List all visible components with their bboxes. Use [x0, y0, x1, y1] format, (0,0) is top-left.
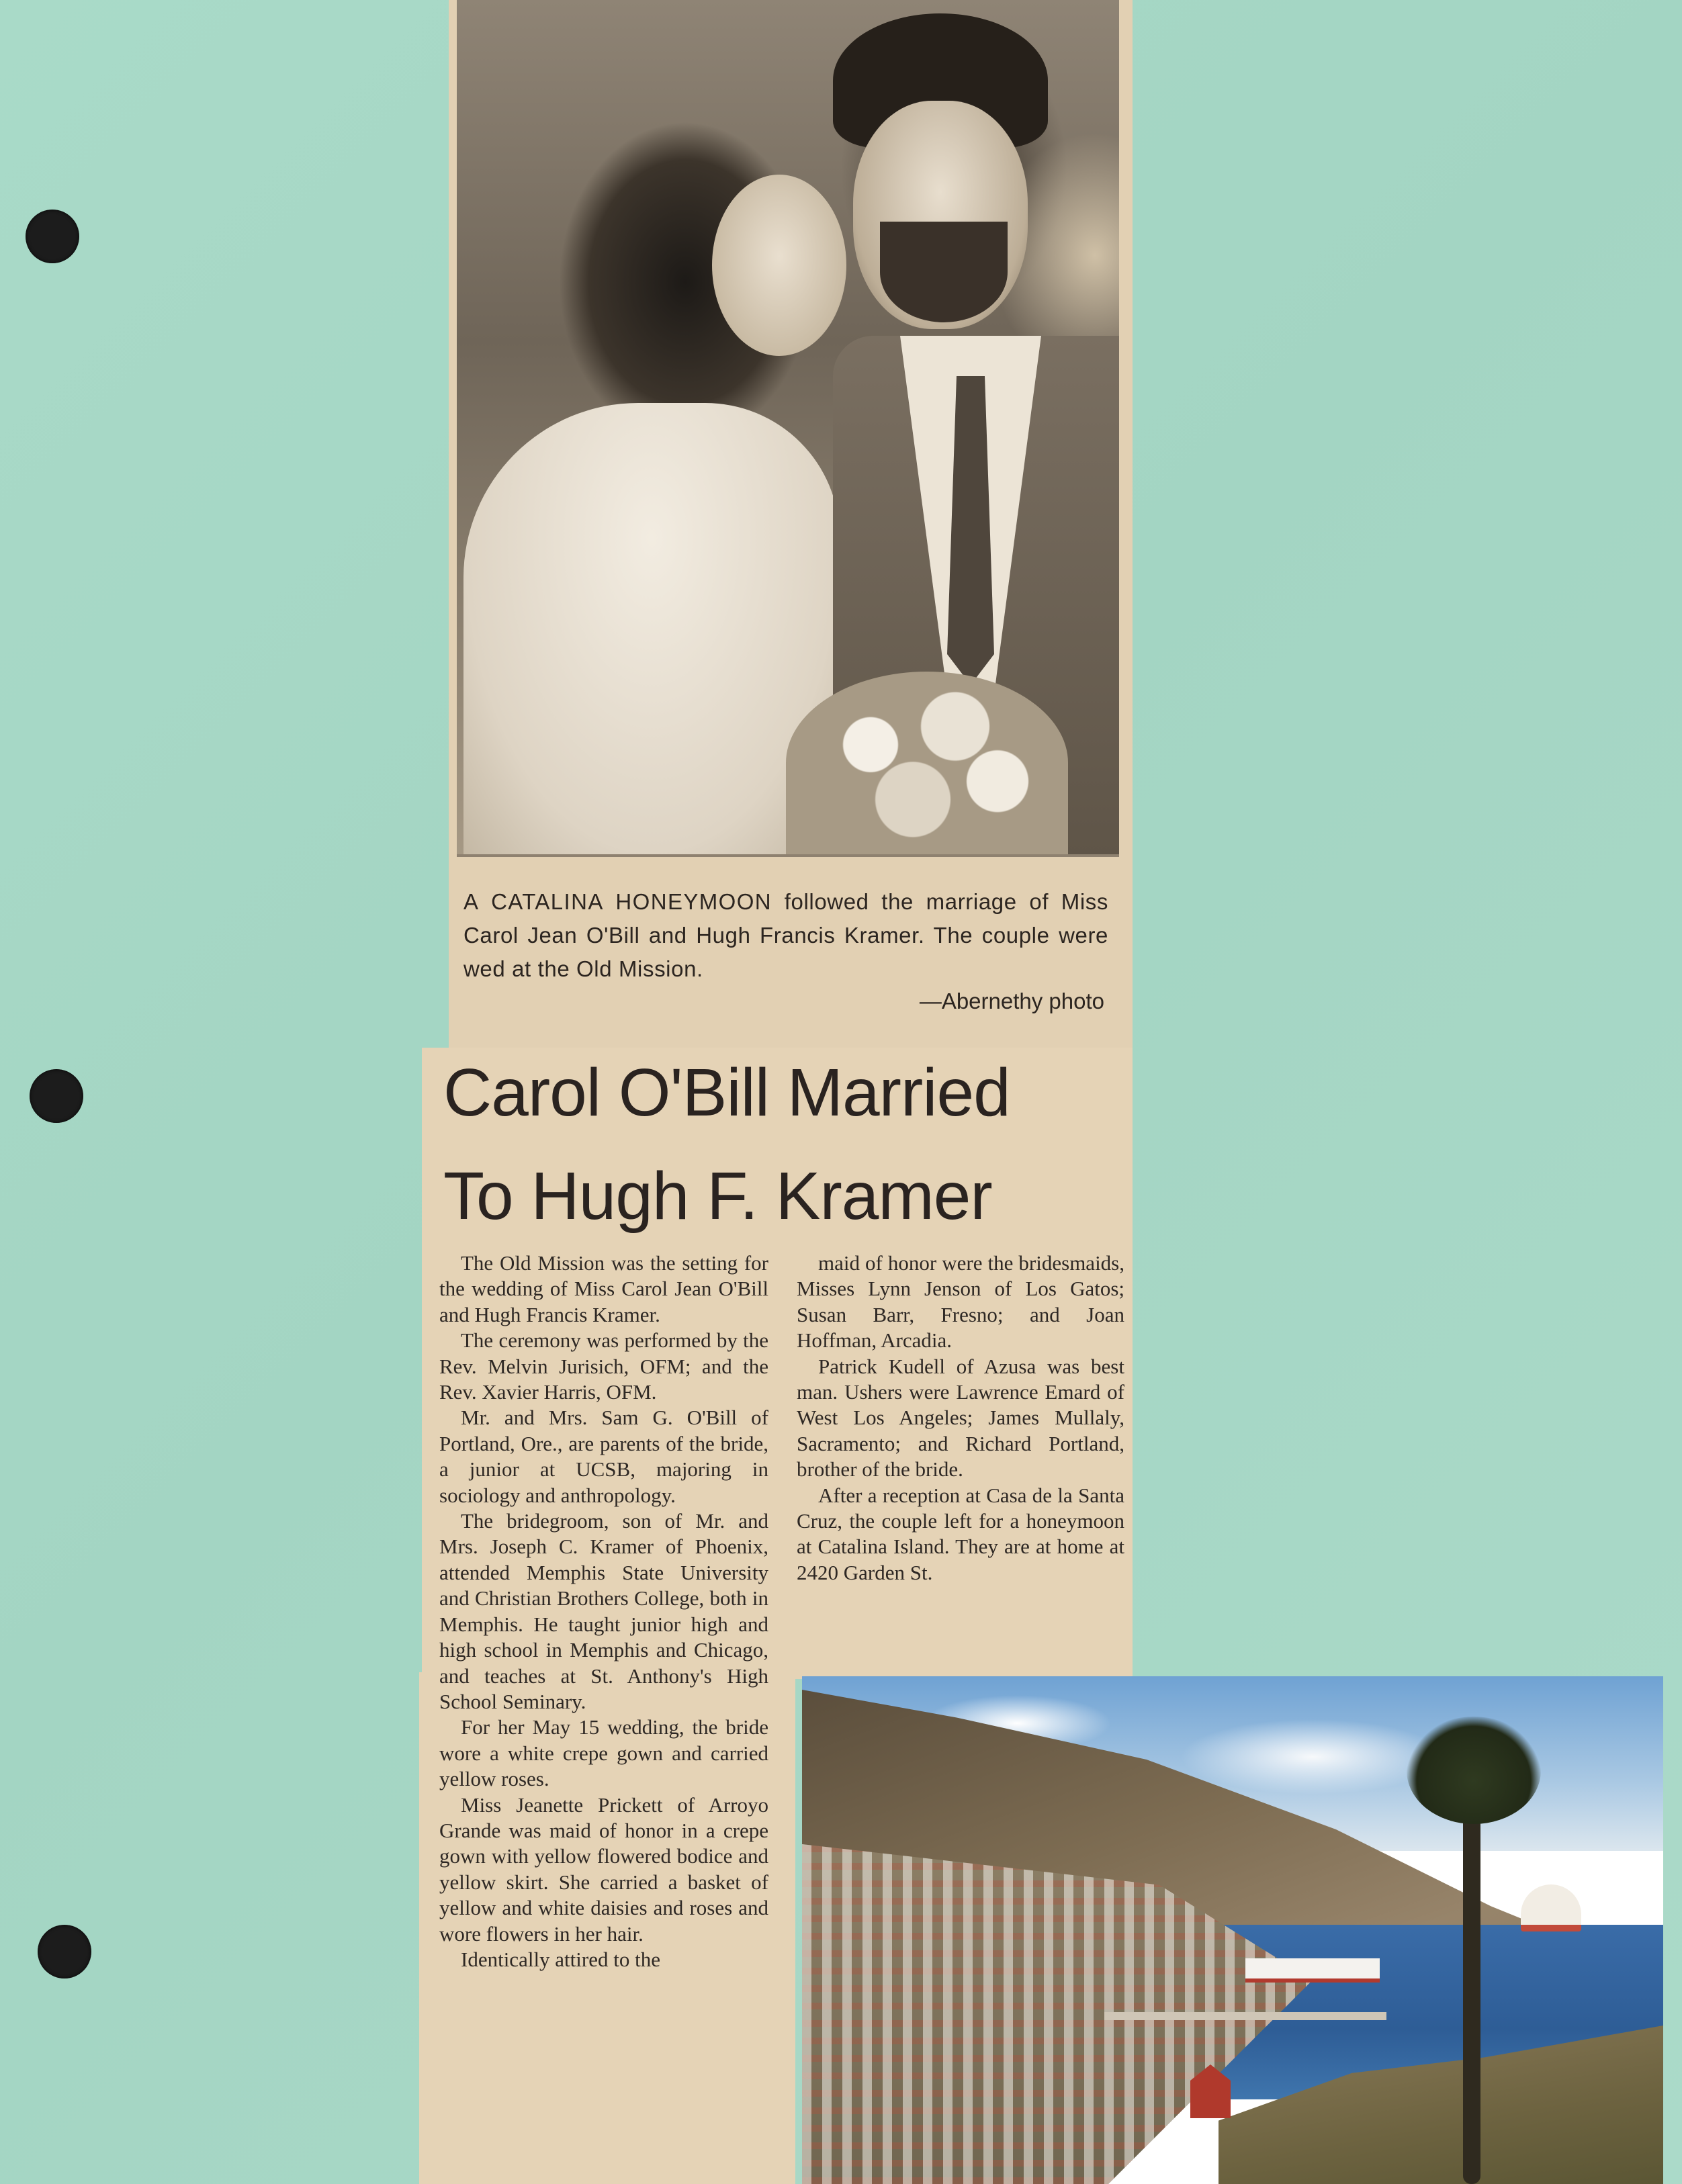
caption-lead: A CATALINA HONEYMOON	[463, 889, 772, 914]
photo-caption	[463, 885, 1108, 986]
binder-hole-bottom	[38, 1925, 91, 1978]
wedding-photo	[457, 0, 1119, 857]
groom-beard	[880, 222, 1008, 322]
bride-face	[712, 175, 846, 356]
article-column-1	[439, 1250, 768, 1972]
article-paragraph: For her May 15 wedding, the bride wore a white crepe gown and carried yellow roses.	[439, 1715, 768, 1791]
postcard-casino-building	[1521, 1884, 1581, 1931]
article-column-2	[797, 1250, 1124, 1586]
postcard-palm-trunk	[1463, 1770, 1480, 2184]
postcard-pier	[1104, 2012, 1386, 2020]
article-paragraph: Patrick Kudell of Azusa was best man. Ushers were Lawrence Emard of West Los Angeles; James Mullaly, Sacramento; and Richard Portland, brother of the bride.	[797, 1354, 1124, 1482]
article-paragraph: Identically attired to the	[461, 1947, 660, 1971]
postcard-steamer-ship	[1245, 1958, 1380, 1983]
bride-dress	[463, 403, 840, 854]
catalina-postcard	[802, 1676, 1663, 2184]
article-paragraph: maid of honor were the bridesmaids, Misses Lynn Jenson of Los Gatos; Susan Barr, Fresno; and Joan Hoffman, Arcadia.	[797, 1251, 1124, 1353]
article-paragraph: After a reception at Casa de la Santa Cruz, the couple left for a honeymoon at Catalina Island. They are at home at 2420 Garden St.	[797, 1483, 1124, 1584]
headline-line-2: To Hugh F. Kramer	[443, 1158, 992, 1234]
binder-hole-top	[26, 210, 79, 263]
postcard-palm-crown	[1407, 1717, 1541, 1824]
bridal-bouquet	[786, 672, 1068, 854]
article-paragraph: Mr. and Mrs. Sam G. O'Bill of Portland, Ore., are parents of the bride, a junior at UCSB, majoring in sociology and anthropology.	[439, 1406, 768, 1507]
article-paragraph: Miss Jeanette Prickett of Arroyo Grande was maid of honor in a crepe gown with yellow flowered bodice and yellow skirt. She carried a basket of yellow and white daisies and roses and wore flowers in her hair.	[439, 1792, 768, 1946]
article-paragraph: The Old Mission was the setting for the wedding of Miss Carol Jean O'Bill and Hugh Francis Kramer.	[439, 1251, 768, 1326]
headline-line-1: Carol O'Bill Married	[443, 1055, 1010, 1130]
article-paragraph: The ceremony was performed by the Rev. Melvin Jurisich, OFM; and the Rev. Xavier Harris, OFM.	[439, 1328, 768, 1404]
binder-hole-middle	[30, 1069, 83, 1123]
photo-credit: —Abernethy photo	[919, 989, 1104, 1013]
article-paragraph: The bridegroom, son of Mr. and Mrs. Joseph C. Kramer of Phoenix, attended Memphis State University and Christian Brothers College, both in Memphis. He taught junior high and high school in Memphis and Chicago, and teaches at St. Anthony's High School Seminary.	[439, 1509, 768, 1713]
caption-text: followed the marriage of Miss Carol Jean O'Bill and Hugh Francis Kramer. The couple were wed at the Old Mission.	[463, 889, 1108, 981]
